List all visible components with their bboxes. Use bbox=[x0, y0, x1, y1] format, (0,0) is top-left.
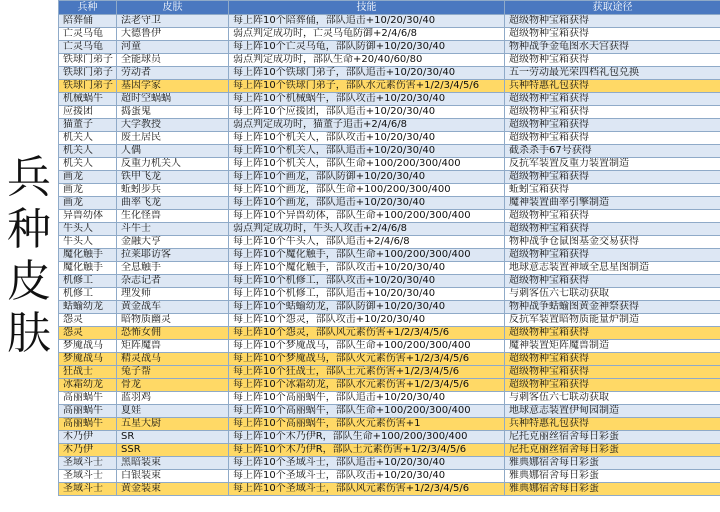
cell-skill: 每上阵10个高丽蜗牛，部队火元素伤害+1 bbox=[229, 418, 505, 431]
cell-skin: 河童 bbox=[117, 41, 229, 54]
cell-skin: 超时空蜗蜗 bbox=[117, 93, 229, 106]
cell-skin: 废土居民 bbox=[117, 132, 229, 145]
cell-unit: 牛头人 bbox=[59, 236, 117, 249]
table-header bbox=[59, 1, 720, 15]
cell-source: 超级物种宝箱获得 bbox=[505, 15, 720, 28]
cell-skill: 每上阵10个圣域斗士，部队攻击+10/20/30/40 bbox=[229, 470, 505, 483]
cell-unit: 高丽蜗牛 bbox=[59, 405, 117, 418]
table-row bbox=[59, 366, 720, 379]
table-row bbox=[59, 41, 720, 54]
cell-source: 尼托克丽丝宿舍每日彩蛋 bbox=[505, 431, 720, 444]
cell-skin: 五星大厨 bbox=[117, 418, 229, 431]
cell-skill: 每上阵10个魔化触手，部队攻击+10/20/30/40 bbox=[229, 262, 505, 275]
table-row bbox=[59, 28, 720, 41]
cell-skin: 夏娃 bbox=[117, 405, 229, 418]
cell-unit: 梦魇战马 bbox=[59, 353, 117, 366]
cell-skill: 每上阵10个狂战士，部队土元素伤害+1/2/3/4/5/6 bbox=[229, 366, 505, 379]
cell-skin: 大德鲁伊 bbox=[117, 28, 229, 41]
cell-source: 雅典娜宿舍每日彩蛋 bbox=[505, 470, 720, 483]
cell-unit: 机修工 bbox=[59, 288, 117, 301]
cell-unit: 机关人 bbox=[59, 132, 117, 145]
cell-source: 尼托克丽丝宿舍每日彩蛋 bbox=[505, 444, 720, 457]
cell-skill: 每上阵10个木乃伊R，部队生命+100/200/300/400 bbox=[229, 431, 505, 444]
cell-unit: 铁球门弟子 bbox=[59, 67, 117, 80]
table-row bbox=[59, 223, 720, 236]
cell-source: 超级物种宝箱获得 bbox=[505, 93, 720, 106]
cell-skin: 铁甲飞龙 bbox=[117, 171, 229, 184]
table-row bbox=[59, 288, 720, 301]
cell-skill: 每上阵10个机修工，部队攻击+10/20/30/40 bbox=[229, 275, 505, 288]
cell-skill: 每上阵10个铁球门弟子，部队水元素伤害+1/2/3/4/5/6 bbox=[229, 80, 505, 93]
cell-skin: 精灵战马 bbox=[117, 353, 229, 366]
table-row bbox=[59, 145, 720, 158]
table-row bbox=[59, 301, 720, 314]
cell-skin: 白银装束 bbox=[117, 470, 229, 483]
cell-skin: 法老守卫 bbox=[117, 15, 229, 28]
header-unit: 兵种 bbox=[59, 1, 117, 15]
table-row bbox=[59, 418, 720, 431]
cell-source: 魔神装置矩阵魔兽制造 bbox=[505, 340, 720, 353]
cell-unit: 亡灵乌龟 bbox=[59, 28, 117, 41]
cell-source: 魔神装置曲率引擎制造 bbox=[505, 197, 720, 210]
table-row bbox=[59, 262, 720, 275]
table-row bbox=[59, 67, 720, 80]
cell-skill: 每上阵10个机械蜗牛，部队攻击+10/20/30/40 bbox=[229, 93, 505, 106]
cell-skill: 每上阵10个蛞蝓幼龙，部队防御+10/20/30/40 bbox=[229, 301, 505, 314]
cell-source: 超级物种宝箱获得 bbox=[505, 132, 720, 145]
cell-skin: 黑暗装束 bbox=[117, 457, 229, 470]
cell-skill: 每上阵10个异兽幼体，部队生命+100/200/300/400 bbox=[229, 210, 505, 223]
table-row bbox=[59, 314, 720, 327]
table-row bbox=[59, 405, 720, 418]
cell-source: 超级物种宝箱获得 bbox=[505, 223, 720, 236]
cell-skill: 每上阵10个梦魇战马，部队生命+100/200/300/400 bbox=[229, 340, 505, 353]
cell-skill: 每上阵10个梦魇战马，部队火元素伤害+1/2/3/4/5/6 bbox=[229, 353, 505, 366]
table-row bbox=[59, 444, 720, 457]
cell-unit: 铁球门弟子 bbox=[59, 80, 117, 93]
cell-unit: 画龙 bbox=[59, 171, 117, 184]
cell-source: 与刺客伍六七联动获取 bbox=[505, 392, 720, 405]
table-row bbox=[59, 80, 720, 93]
cell-unit: 异兽幼体 bbox=[59, 210, 117, 223]
table-row bbox=[59, 119, 720, 132]
cell-source: 兵种特惠礼包获得 bbox=[505, 80, 720, 93]
cell-skill: 每上阵10个画龙，部队生命+100/200/300/400 bbox=[229, 184, 505, 197]
table-row bbox=[59, 340, 720, 353]
cell-skin: 兔子帮 bbox=[117, 366, 229, 379]
cell-skill: 每上阵10个高丽蜗牛，部队生命+100/200/300/400 bbox=[229, 405, 505, 418]
cell-unit: 陪葬俑 bbox=[59, 15, 117, 28]
cell-source: 蚯蚓宝箱获得 bbox=[505, 184, 720, 197]
cell-source: 超级物种宝箱获得 bbox=[505, 275, 720, 288]
skin-table-container bbox=[58, 0, 720, 512]
table-row bbox=[59, 93, 720, 106]
header-source: 获取途径 bbox=[505, 1, 720, 15]
table-row bbox=[59, 184, 720, 197]
cell-skin: 金融大亨 bbox=[117, 236, 229, 249]
side-title bbox=[0, 0, 58, 512]
cell-skill: 每上阵10个圣域斗士，部队风元素伤害+1/2/3/4/5/6 bbox=[229, 483, 505, 496]
cell-source: 物种战争蛞蝓图黄金神祭获得 bbox=[505, 301, 720, 314]
cell-unit: 机修工 bbox=[59, 275, 117, 288]
table-row bbox=[59, 353, 720, 366]
cell-unit: 高丽蜗牛 bbox=[59, 418, 117, 431]
cell-skill: 每上阵10个机关人，部队生命+100/200/300/400 bbox=[229, 158, 505, 171]
cell-skin: 全能球员 bbox=[117, 54, 229, 67]
cell-skill: 弱点判定成功时，部队生命+20/40/60/80 bbox=[229, 54, 505, 67]
cell-unit: 木乃伊 bbox=[59, 444, 117, 457]
cell-skill: 每上阵10个应援团，部队追击+10/20/30/40 bbox=[229, 106, 505, 119]
cell-source: 反抗军装置暗物质能量炉制造 bbox=[505, 314, 720, 327]
cell-unit: 狂战士 bbox=[59, 366, 117, 379]
cell-skin: 斗牛士 bbox=[117, 223, 229, 236]
cell-skill: 弱点判定成功时，亡灵乌龟防御+2/4/6/8 bbox=[229, 28, 505, 41]
cell-skill: 每上阵10个亡灵乌龟，部队防御+10/20/30/40 bbox=[229, 41, 505, 54]
table-row bbox=[59, 275, 720, 288]
cell-skin: SSR bbox=[117, 444, 229, 457]
cell-unit: 怨灵 bbox=[59, 327, 117, 340]
cell-source: 与刺客伍六七联动获取 bbox=[505, 288, 720, 301]
cell-source: 地球意志装置伊甸园制造 bbox=[505, 405, 720, 418]
cell-skill: 每上阵10个陪葬俑，部队追击+10/20/30/40 bbox=[229, 15, 505, 28]
cell-source: 截杀杀手67号获得 bbox=[505, 145, 720, 158]
cell-unit: 木乃伊 bbox=[59, 431, 117, 444]
cell-skill: 每上阵10个圣域斗士，部队追击+10/20/30/40 bbox=[229, 457, 505, 470]
cell-skill: 每上阵10个冰霜幼龙，部队水元素伤害+1/2/3/4/5/6 bbox=[229, 379, 505, 392]
cell-skin: 劳动者 bbox=[117, 67, 229, 80]
side-title-char: 皮 bbox=[7, 256, 51, 307]
cell-skin: 拉莱耶访客 bbox=[117, 249, 229, 262]
cell-source: 物种战争金龟图水天宫获得 bbox=[505, 41, 720, 54]
cell-unit: 魔化触手 bbox=[59, 249, 117, 262]
cell-skill: 每上阵10个机关人，部队攻击+10/20/30/40 bbox=[229, 132, 505, 145]
cell-skin: 黄金装束 bbox=[117, 483, 229, 496]
table-row bbox=[59, 236, 720, 249]
table-row bbox=[59, 379, 720, 392]
cell-source: 超级物种宝箱获得 bbox=[505, 119, 720, 132]
cell-skin: 矩阵魔兽 bbox=[117, 340, 229, 353]
cell-skin: 蓝羽鸡 bbox=[117, 392, 229, 405]
cell-unit: 机关人 bbox=[59, 145, 117, 158]
table-row bbox=[59, 197, 720, 210]
cell-source: 超级物种宝箱获得 bbox=[505, 379, 720, 392]
cell-unit: 蛞蝓幼龙 bbox=[59, 301, 117, 314]
cell-skill: 每上阵10个画龙，部队防御+10/20/30/40 bbox=[229, 171, 505, 184]
table-row bbox=[59, 15, 720, 28]
cell-source: 超级物种宝箱获得 bbox=[505, 28, 720, 41]
cell-skin: 大学教授 bbox=[117, 119, 229, 132]
header-skin: 皮肤 bbox=[117, 1, 229, 15]
cell-skill: 每上阵10个怨灵，部队攻击+10/20/30/40 bbox=[229, 314, 505, 327]
cell-source: 雅典娜宿舍每日彩蛋 bbox=[505, 483, 720, 496]
table-row bbox=[59, 249, 720, 262]
cell-source: 超级物种宝箱获得 bbox=[505, 210, 720, 223]
cell-unit: 画龙 bbox=[59, 184, 117, 197]
cell-skill: 每上阵10个怨灵，部队风元素伤害+1/2/3/4/5/6 bbox=[229, 327, 505, 340]
cell-unit: 应援团 bbox=[59, 106, 117, 119]
cell-unit: 高丽蜗牛 bbox=[59, 392, 117, 405]
cell-skin: 暗物质幽灵 bbox=[117, 314, 229, 327]
table-row bbox=[59, 210, 720, 223]
header-skill: 技能 bbox=[229, 1, 505, 15]
cell-skin: 捣蛋鬼 bbox=[117, 106, 229, 119]
cell-source: 超级物种宝箱获得 bbox=[505, 327, 720, 340]
table-row bbox=[59, 392, 720, 405]
cell-unit: 铁球门弟子 bbox=[59, 54, 117, 67]
cell-skin: 反重力机关人 bbox=[117, 158, 229, 171]
cell-skill: 每上阵10个高丽蜗牛，部队追击+10/20/30/40 bbox=[229, 392, 505, 405]
cell-unit: 梦魇战马 bbox=[59, 340, 117, 353]
cell-skill: 每上阵10个魔化触手，部队生命+100/200/300/400 bbox=[229, 249, 505, 262]
cell-source: 超级物种宝箱获得 bbox=[505, 353, 720, 366]
side-title-char: 兵 bbox=[7, 152, 51, 203]
cell-source: 雅典娜宿舍每日彩蛋 bbox=[505, 457, 720, 470]
cell-unit: 画龙 bbox=[59, 197, 117, 210]
cell-unit: 冰霜幼龙 bbox=[59, 379, 117, 392]
cell-unit: 机关人 bbox=[59, 158, 117, 171]
cell-skin: 全息触手 bbox=[117, 262, 229, 275]
cell-skin: 杂志记者 bbox=[117, 275, 229, 288]
side-title-char: 种 bbox=[7, 204, 51, 255]
cell-skill: 每上阵10个机关人，部队追击+10/20/30/40 bbox=[229, 145, 505, 158]
cell-skin: 基因学家 bbox=[117, 80, 229, 93]
cell-unit: 猫董子 bbox=[59, 119, 117, 132]
cell-source: 超级物种宝箱获得 bbox=[505, 106, 720, 119]
cell-skin: 骨龙 bbox=[117, 379, 229, 392]
table-row bbox=[59, 483, 720, 496]
cell-skin: 黄金战车 bbox=[117, 301, 229, 314]
table-row bbox=[59, 327, 720, 340]
cell-source: 超级物种宝箱获得 bbox=[505, 249, 720, 262]
cell-unit: 机械蜗牛 bbox=[59, 93, 117, 106]
cell-unit: 圣域斗士 bbox=[59, 457, 117, 470]
cell-skill: 每上阵10个木乃伊R，部队土元素伤害+1/2/3/4/5/6 bbox=[229, 444, 505, 457]
cell-unit: 圣域斗士 bbox=[59, 470, 117, 483]
cell-skin: 恐怖女佣 bbox=[117, 327, 229, 340]
cell-skill: 每上阵10个机修工，部队追击+10/20/30/40 bbox=[229, 288, 505, 301]
cell-unit: 魔化触手 bbox=[59, 262, 117, 275]
cell-unit: 怨灵 bbox=[59, 314, 117, 327]
cell-skin: SR bbox=[117, 431, 229, 444]
cell-unit: 圣域斗士 bbox=[59, 483, 117, 496]
table-row bbox=[59, 106, 720, 119]
cell-source: 超级物种宝箱获得 bbox=[505, 54, 720, 67]
cell-skin: 人偶 bbox=[117, 145, 229, 158]
table-row bbox=[59, 54, 720, 67]
skin-table bbox=[58, 0, 720, 496]
cell-skill: 弱点判定成功时，猫董子追击+2/4/6/8 bbox=[229, 119, 505, 132]
cell-source: 兵种特惠礼包获得 bbox=[505, 418, 720, 431]
cell-unit: 亡灵乌龟 bbox=[59, 41, 117, 54]
cell-source: 反抗军装置反重力装置制造 bbox=[505, 158, 720, 171]
cell-source: 超级物种宝箱获得 bbox=[505, 171, 720, 184]
cell-source: 物种战争仓鼠图基金交易获得 bbox=[505, 236, 720, 249]
cell-skin: 生化怪兽 bbox=[117, 210, 229, 223]
table-row bbox=[59, 470, 720, 483]
table-row bbox=[59, 132, 720, 145]
cell-skill: 弱点判定成功时，牛头人攻击+2/4/6/8 bbox=[229, 223, 505, 236]
table-row bbox=[59, 431, 720, 444]
table-row bbox=[59, 457, 720, 470]
cell-skill: 每上阵10个牛头人，部队追击+2/4/6/8 bbox=[229, 236, 505, 249]
cell-skin: 理发师 bbox=[117, 288, 229, 301]
cell-unit: 牛头人 bbox=[59, 223, 117, 236]
table-row bbox=[59, 171, 720, 184]
table-body bbox=[59, 15, 720, 496]
cell-source: 超级物种宝箱获得 bbox=[505, 366, 720, 379]
cell-skill: 每上阵10个铁球门弟子，部队追击+10/20/30/40 bbox=[229, 67, 505, 80]
cell-skill: 每上阵10个画龙，部队追击+10/20/30/40 bbox=[229, 197, 505, 210]
cell-source: 五一劳动最光荣四档礼包兑换 bbox=[505, 67, 720, 80]
table-row bbox=[59, 158, 720, 171]
cell-skin: 曲率飞龙 bbox=[117, 197, 229, 210]
side-title-char: 肤 bbox=[7, 308, 51, 359]
cell-skin: 蚯蚓步兵 bbox=[117, 184, 229, 197]
cell-source: 地球意志装置神域全息星图制造 bbox=[505, 262, 720, 275]
